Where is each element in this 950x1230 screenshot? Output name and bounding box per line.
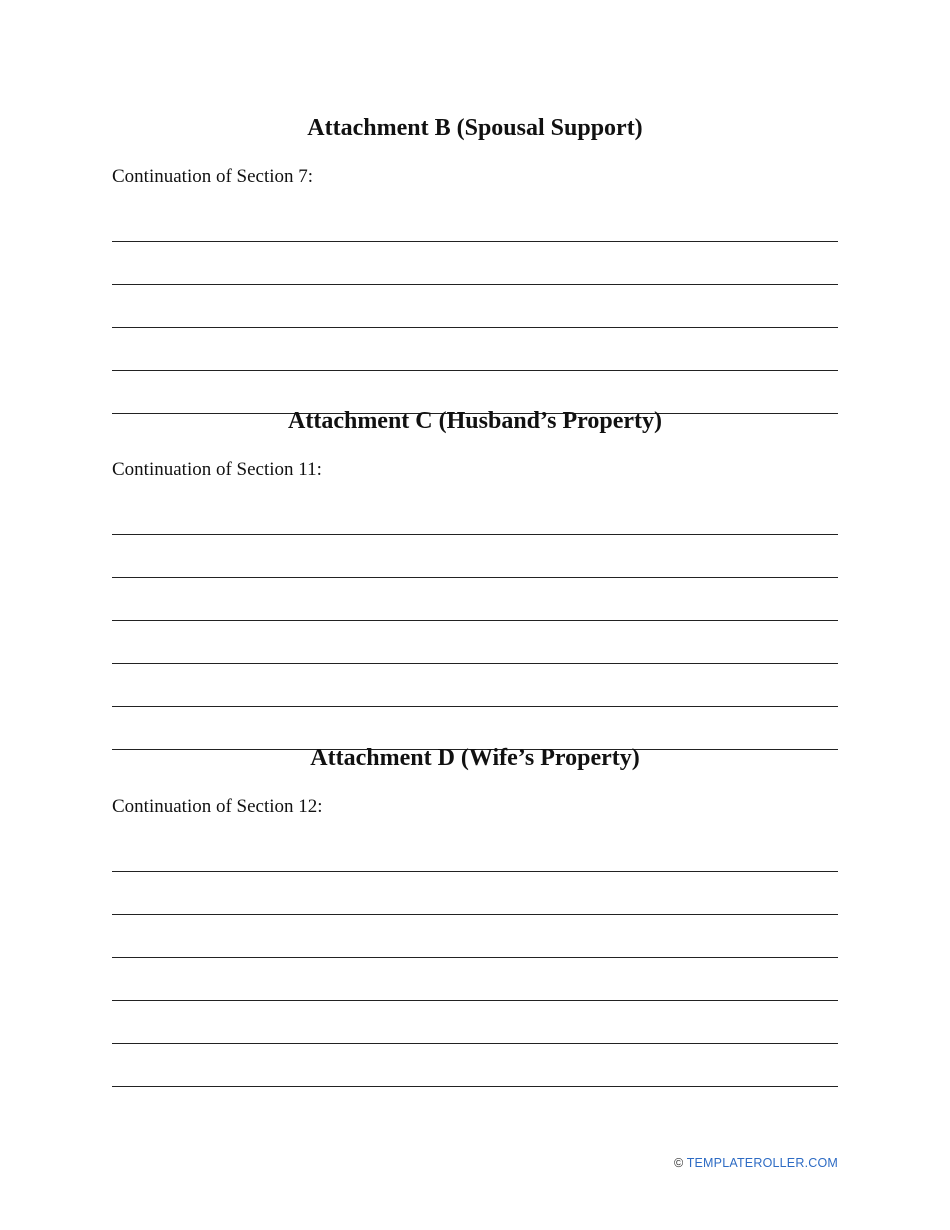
section-title: Attachment C (Husband’s Property) (288, 408, 662, 434)
blank-line[interactable] (112, 199, 838, 242)
section-intro: Continuation of Section 11: (112, 459, 322, 480)
attachment-c-section (112, 406, 838, 750)
attachment-d-section (112, 743, 838, 1087)
blank-line[interactable] (112, 242, 838, 285)
blank-line[interactable] (112, 285, 838, 328)
footer-credit (674, 1155, 838, 1171)
section-intro: Continuation of Section 7: (112, 166, 314, 187)
blank-line[interactable] (112, 578, 838, 621)
blank-line[interactable] (112, 1001, 838, 1044)
section-title: Attachment D (Wife’s Property) (310, 745, 640, 771)
footer-site-link[interactable]: TEMPLATEROLLER.COM (686, 1156, 838, 1170)
blank-line[interactable] (112, 328, 838, 371)
blank-line[interactable] (112, 958, 838, 1001)
blank-line[interactable] (112, 915, 838, 958)
blank-line[interactable] (112, 492, 838, 535)
blank-line[interactable] (112, 829, 838, 872)
section-title: Attachment B (Spousal Support) (307, 115, 643, 141)
blank-line[interactable] (112, 872, 838, 915)
blank-line[interactable] (112, 1044, 838, 1087)
copyright-icon: © (673, 1156, 684, 1170)
blank-line[interactable] (112, 621, 838, 664)
attachment-b-section (112, 113, 838, 414)
blank-lines (112, 492, 838, 750)
blank-line[interactable] (112, 535, 838, 578)
blank-line[interactable] (112, 664, 838, 707)
blank-lines (112, 199, 838, 414)
section-intro: Continuation of Section 12: (112, 796, 323, 817)
blank-lines (112, 829, 838, 1087)
